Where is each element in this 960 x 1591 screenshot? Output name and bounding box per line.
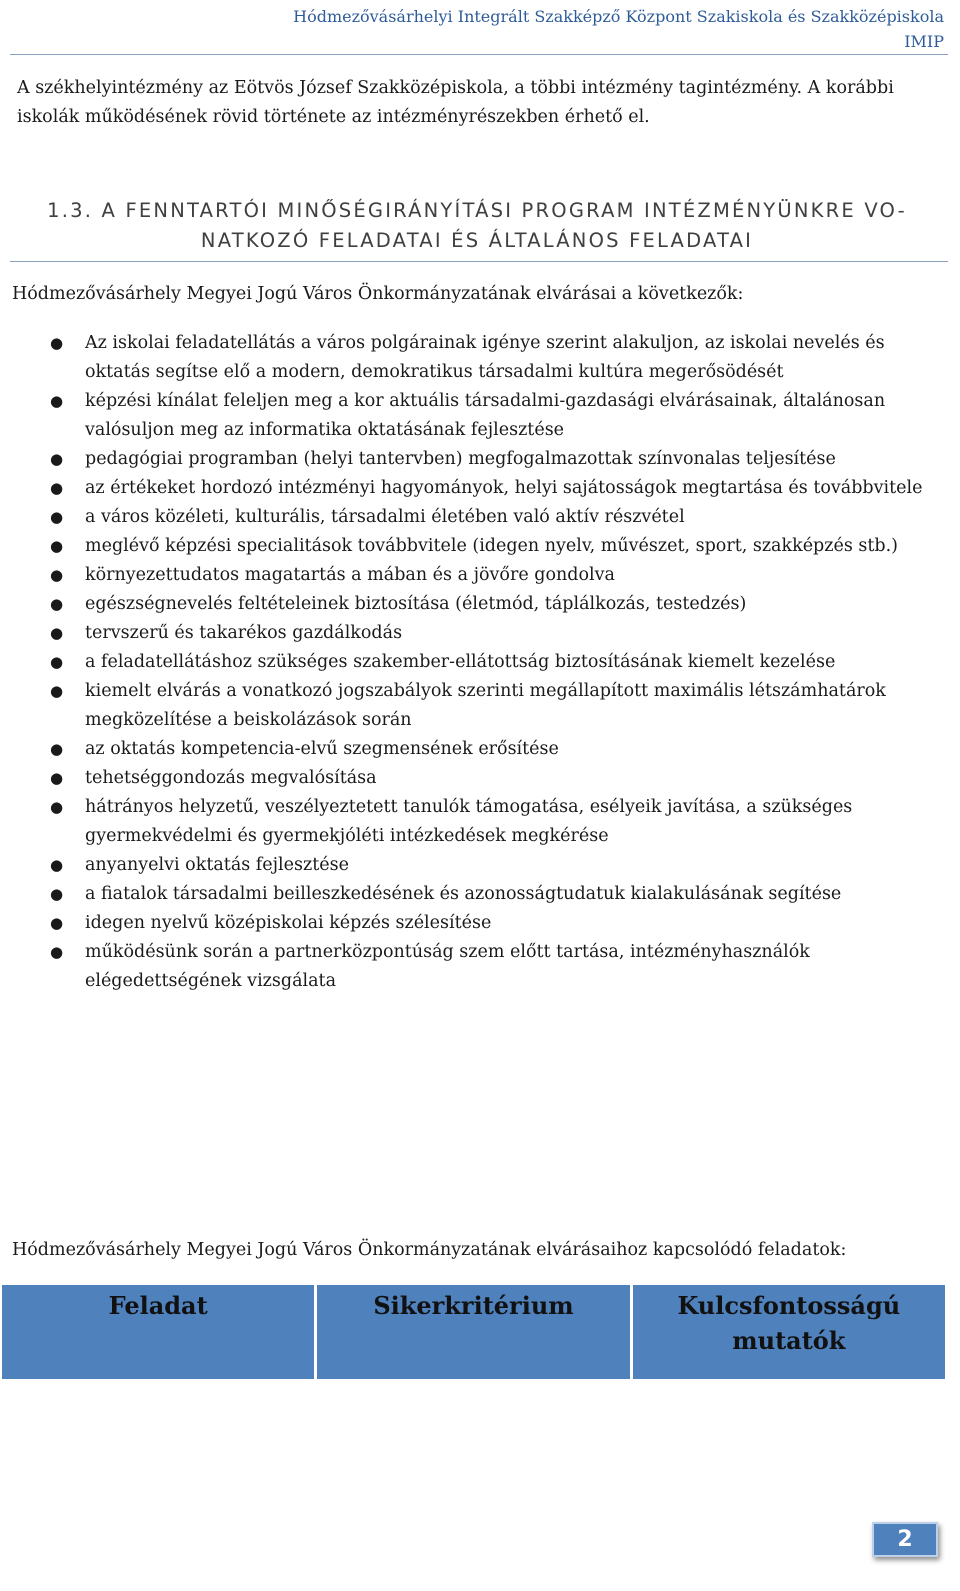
list-item-text: Az iskolai feladatellátás a város polgárainak igénye szerint alakuljon, az iskolai nevelés és oktatás segítse elő a modern, demokratikus társadalmi kultúra megerősödését [85, 333, 885, 382]
list-item-text: pedagógiai programban (helyi tantervben) megfogalmazottak színvonalas teljesítése [85, 449, 836, 469]
list-item-text: az értékeket hordozó intézményi hagyományok, helyi sajátosságok megtartása és továbbvitele [85, 478, 923, 498]
section-heading-line-1: 1.3. A FENNTARTÓI MINŐSÉGIRÁNYÍTÁSI PROGRAM INTÉZMÉNYÜNKRE VO- [47, 199, 907, 222]
section-heading-line-2: NATKOZÓ FELADATAI ÉS ÁLTALÁNOS FELADATAI [200, 229, 754, 252]
list-item [50, 938, 947, 996]
bullet-icon: ● [50, 740, 64, 758]
list-item-text: az oktatás kompetencia-elvű szegmensének erősítése [85, 739, 559, 759]
bullet-icon: ● [50, 392, 64, 410]
bullet-icon: ● [50, 943, 64, 961]
list-item [50, 764, 947, 793]
list-item [50, 503, 947, 532]
bullet-icon: ● [50, 508, 64, 526]
list-item-text: anyanyelvi oktatás fejlesztése [85, 855, 349, 875]
bullet-icon: ● [50, 885, 64, 903]
list-item [50, 909, 947, 938]
bullet-icon: ● [50, 798, 64, 816]
bullet-icon: ● [50, 914, 64, 932]
list-item [50, 735, 947, 764]
list-item [50, 329, 947, 387]
bullet-icon: ● [50, 450, 64, 468]
list-item-text: tehetséggondozás megvalósítása [85, 768, 377, 788]
bullet-icon: ● [50, 537, 64, 555]
tasks-table-header [2, 1285, 945, 1379]
list-item-text: képzési kínálat feleljen meg a kor aktuális társadalmi-gazdasági elvárásainak, általánosan valósuljon meg az informatika oktatásának fejlesztése [85, 391, 886, 440]
list-item [50, 880, 947, 909]
running-header [293, 4, 944, 54]
list-item-text: kiemelt elvárás a vonatkozó jogszabályok szerinti megállapított maximális létszámhatárok megközelítése a beiskolázások során [85, 681, 886, 730]
header-abbreviation: IMIP [904, 32, 944, 51]
intro-paragraph: A székhelyintézmény az Eötvös József Szakközépiskola, a többi intézmény tagintézmény. A korábbi iskolák működésének rövid története az intézményrészekben érhető el. [17, 78, 894, 127]
header-school-name: Hódmezővásárhelyi Integrált Szakképző Központ Szakiskola és Szakközépiskola [293, 7, 944, 26]
list-item-text: egészségnevelés feltételeinek biztosítása (életmód, táplálkozás, testedzés) [85, 594, 747, 614]
page-number-badge: 2 [872, 1522, 938, 1557]
tasks-lead-paragraph: Hódmezővásárhely Megyei Jogú Város Önkormányzatának elvárásaihoz kapcsolódó feladatok: [12, 1240, 847, 1260]
list-item [50, 387, 947, 445]
bullet-icon: ● [50, 566, 64, 584]
list-item-text: idegen nyelvű középiskolai képzés szélesítése [85, 913, 492, 933]
table-header-cell: Feladat [2, 1285, 314, 1379]
list-item-text: a város közéleti, kulturális, társadalmi életében való aktív részvétel [85, 507, 685, 527]
list-item-text: hátrányos helyzetű, veszélyeztetett tanulók támogatása, esélyeik javítása, a szükséges gyermekvédelmi és gyermekjóléti intézkedések megkérése [85, 797, 853, 846]
bullet-icon: ● [50, 624, 64, 642]
section-divider [10, 261, 948, 262]
table-header-cell: Kulcsfontosságú mutatók [633, 1285, 945, 1379]
list-item [50, 532, 947, 561]
list-item-text: meglévő képzési specialitások továbbvitele (idegen nyelv, művészet, sport, szakképzés stb.) [85, 536, 898, 556]
list-item [50, 474, 947, 503]
list-item-text: tervszerű és takarékos gazdálkodás [85, 623, 403, 643]
list-item [50, 648, 947, 677]
list-item [50, 590, 947, 619]
bullet-icon: ● [50, 653, 64, 671]
list-item-text: környezettudatos magatartás a mában és a jövőre gondolva [85, 565, 615, 585]
table-header-cell: Sikerkritérium [317, 1285, 629, 1379]
bullet-icon: ● [50, 334, 64, 352]
bullet-icon: ● [50, 682, 64, 700]
bullet-icon: ● [50, 856, 64, 874]
bullet-icon: ● [50, 595, 64, 613]
list-item [50, 619, 947, 648]
expectations-list [50, 329, 947, 996]
list-item-text: a fiatalok társadalmi beilleszkedésének és azonosságtudatuk kialakulásának segítése [85, 884, 842, 904]
lead-paragraph: Hódmezővásárhely Megyei Jogú Város Önkormányzatának elvárásai a következők: [12, 284, 744, 304]
list-item [50, 677, 947, 735]
list-item [50, 793, 947, 851]
list-item-text: a feladatellátáshoz szükséges szakember-ellátottság biztosításának kiemelt kezelése [85, 652, 836, 672]
section-heading [10, 196, 944, 256]
list-item [50, 851, 947, 880]
list-item [50, 445, 947, 474]
header-divider [10, 54, 948, 55]
list-item-text: működésünk során a partnerközpontúság szem előtt tartása, intézményhasználók elégedettségének vizsgálata [85, 942, 810, 991]
bullet-icon: ● [50, 479, 64, 497]
list-item [50, 561, 947, 590]
bullet-icon: ● [50, 769, 64, 787]
